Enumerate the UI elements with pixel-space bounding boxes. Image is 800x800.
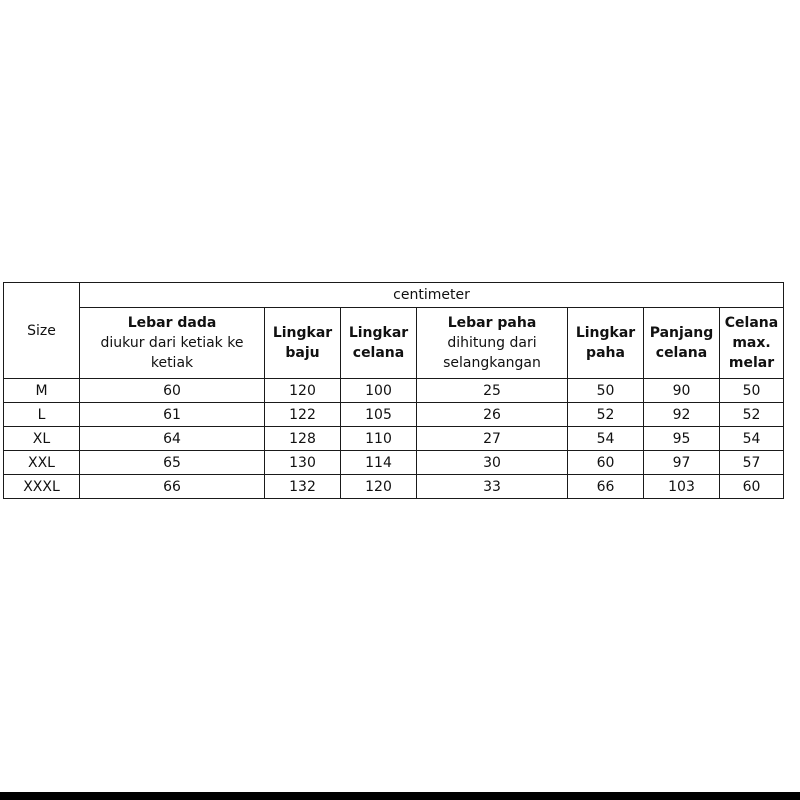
value-cell: 64 xyxy=(80,427,265,451)
value-cell: 57 xyxy=(720,451,784,475)
value-cell: 92 xyxy=(644,403,720,427)
column-header-lingkar-celana xyxy=(341,308,417,379)
size-cell: L xyxy=(4,403,80,427)
value-cell: 26 xyxy=(417,403,568,427)
column-header-celana-max-melar xyxy=(720,308,784,379)
value-cell: 60 xyxy=(568,451,644,475)
value-cell: 50 xyxy=(568,379,644,403)
value-cell: 103 xyxy=(644,475,720,499)
size-cell: XXXL xyxy=(4,475,80,499)
size-cell: XL xyxy=(4,427,80,451)
value-cell: 65 xyxy=(80,451,265,475)
value-cell: 25 xyxy=(417,379,568,403)
value-cell: 97 xyxy=(644,451,720,475)
size-cell: M xyxy=(4,379,80,403)
value-cell: 52 xyxy=(720,403,784,427)
value-cell: 105 xyxy=(341,403,417,427)
column-header-note: dihitung dari selangkangan xyxy=(443,335,541,371)
column-header-label: Lebar paha xyxy=(447,315,537,331)
value-cell: 61 xyxy=(80,403,265,427)
value-cell: 30 xyxy=(417,451,568,475)
table-row xyxy=(4,379,784,403)
column-header-lebar-paha xyxy=(417,308,568,379)
size-chart-table xyxy=(3,282,784,499)
column-header-label: Lebar dada xyxy=(127,315,217,331)
value-cell: 60 xyxy=(80,379,265,403)
value-cell: 100 xyxy=(341,379,417,403)
value-cell: 54 xyxy=(568,427,644,451)
value-cell: 66 xyxy=(568,475,644,499)
unit-header-row xyxy=(4,283,784,308)
table-row xyxy=(4,427,784,451)
value-cell: 95 xyxy=(644,427,720,451)
column-header-label: Lingkar celana xyxy=(348,325,409,361)
value-cell: 130 xyxy=(265,451,341,475)
value-cell: 128 xyxy=(265,427,341,451)
column-header-lebar-dada xyxy=(80,308,265,379)
size-cell: XXL xyxy=(4,451,80,475)
value-cell: 33 xyxy=(417,475,568,499)
value-cell: 50 xyxy=(720,379,784,403)
value-cell: 110 xyxy=(341,427,417,451)
value-cell: 54 xyxy=(720,427,784,451)
column-header-note: diukur dari ketiak ke ketiak xyxy=(100,335,244,371)
column-header-label: Celana max. melar xyxy=(724,315,779,371)
column-header-label: Lingkar paha xyxy=(575,325,636,361)
column-header-lingkar-baju xyxy=(265,308,341,379)
table-row xyxy=(4,475,784,499)
column-header-panjang-celana xyxy=(644,308,720,379)
table-row xyxy=(4,403,784,427)
value-cell: 120 xyxy=(265,379,341,403)
column-header-label: Panjang celana xyxy=(649,325,714,361)
value-cell: 90 xyxy=(644,379,720,403)
value-cell: 27 xyxy=(417,427,568,451)
value-cell: 114 xyxy=(341,451,417,475)
table-row xyxy=(4,451,784,475)
size-column-header: Size xyxy=(4,283,80,379)
unit-header: centimeter xyxy=(80,283,784,308)
value-cell: 66 xyxy=(80,475,265,499)
column-header-lingkar-paha xyxy=(568,308,644,379)
size-table-body xyxy=(4,379,784,499)
bottom-border-bar xyxy=(0,792,800,800)
column-header-row xyxy=(4,308,784,379)
value-cell: 132 xyxy=(265,475,341,499)
value-cell: 52 xyxy=(568,403,644,427)
column-header-label: Lingkar baju xyxy=(272,325,333,361)
value-cell: 60 xyxy=(720,475,784,499)
value-cell: 120 xyxy=(341,475,417,499)
value-cell: 122 xyxy=(265,403,341,427)
